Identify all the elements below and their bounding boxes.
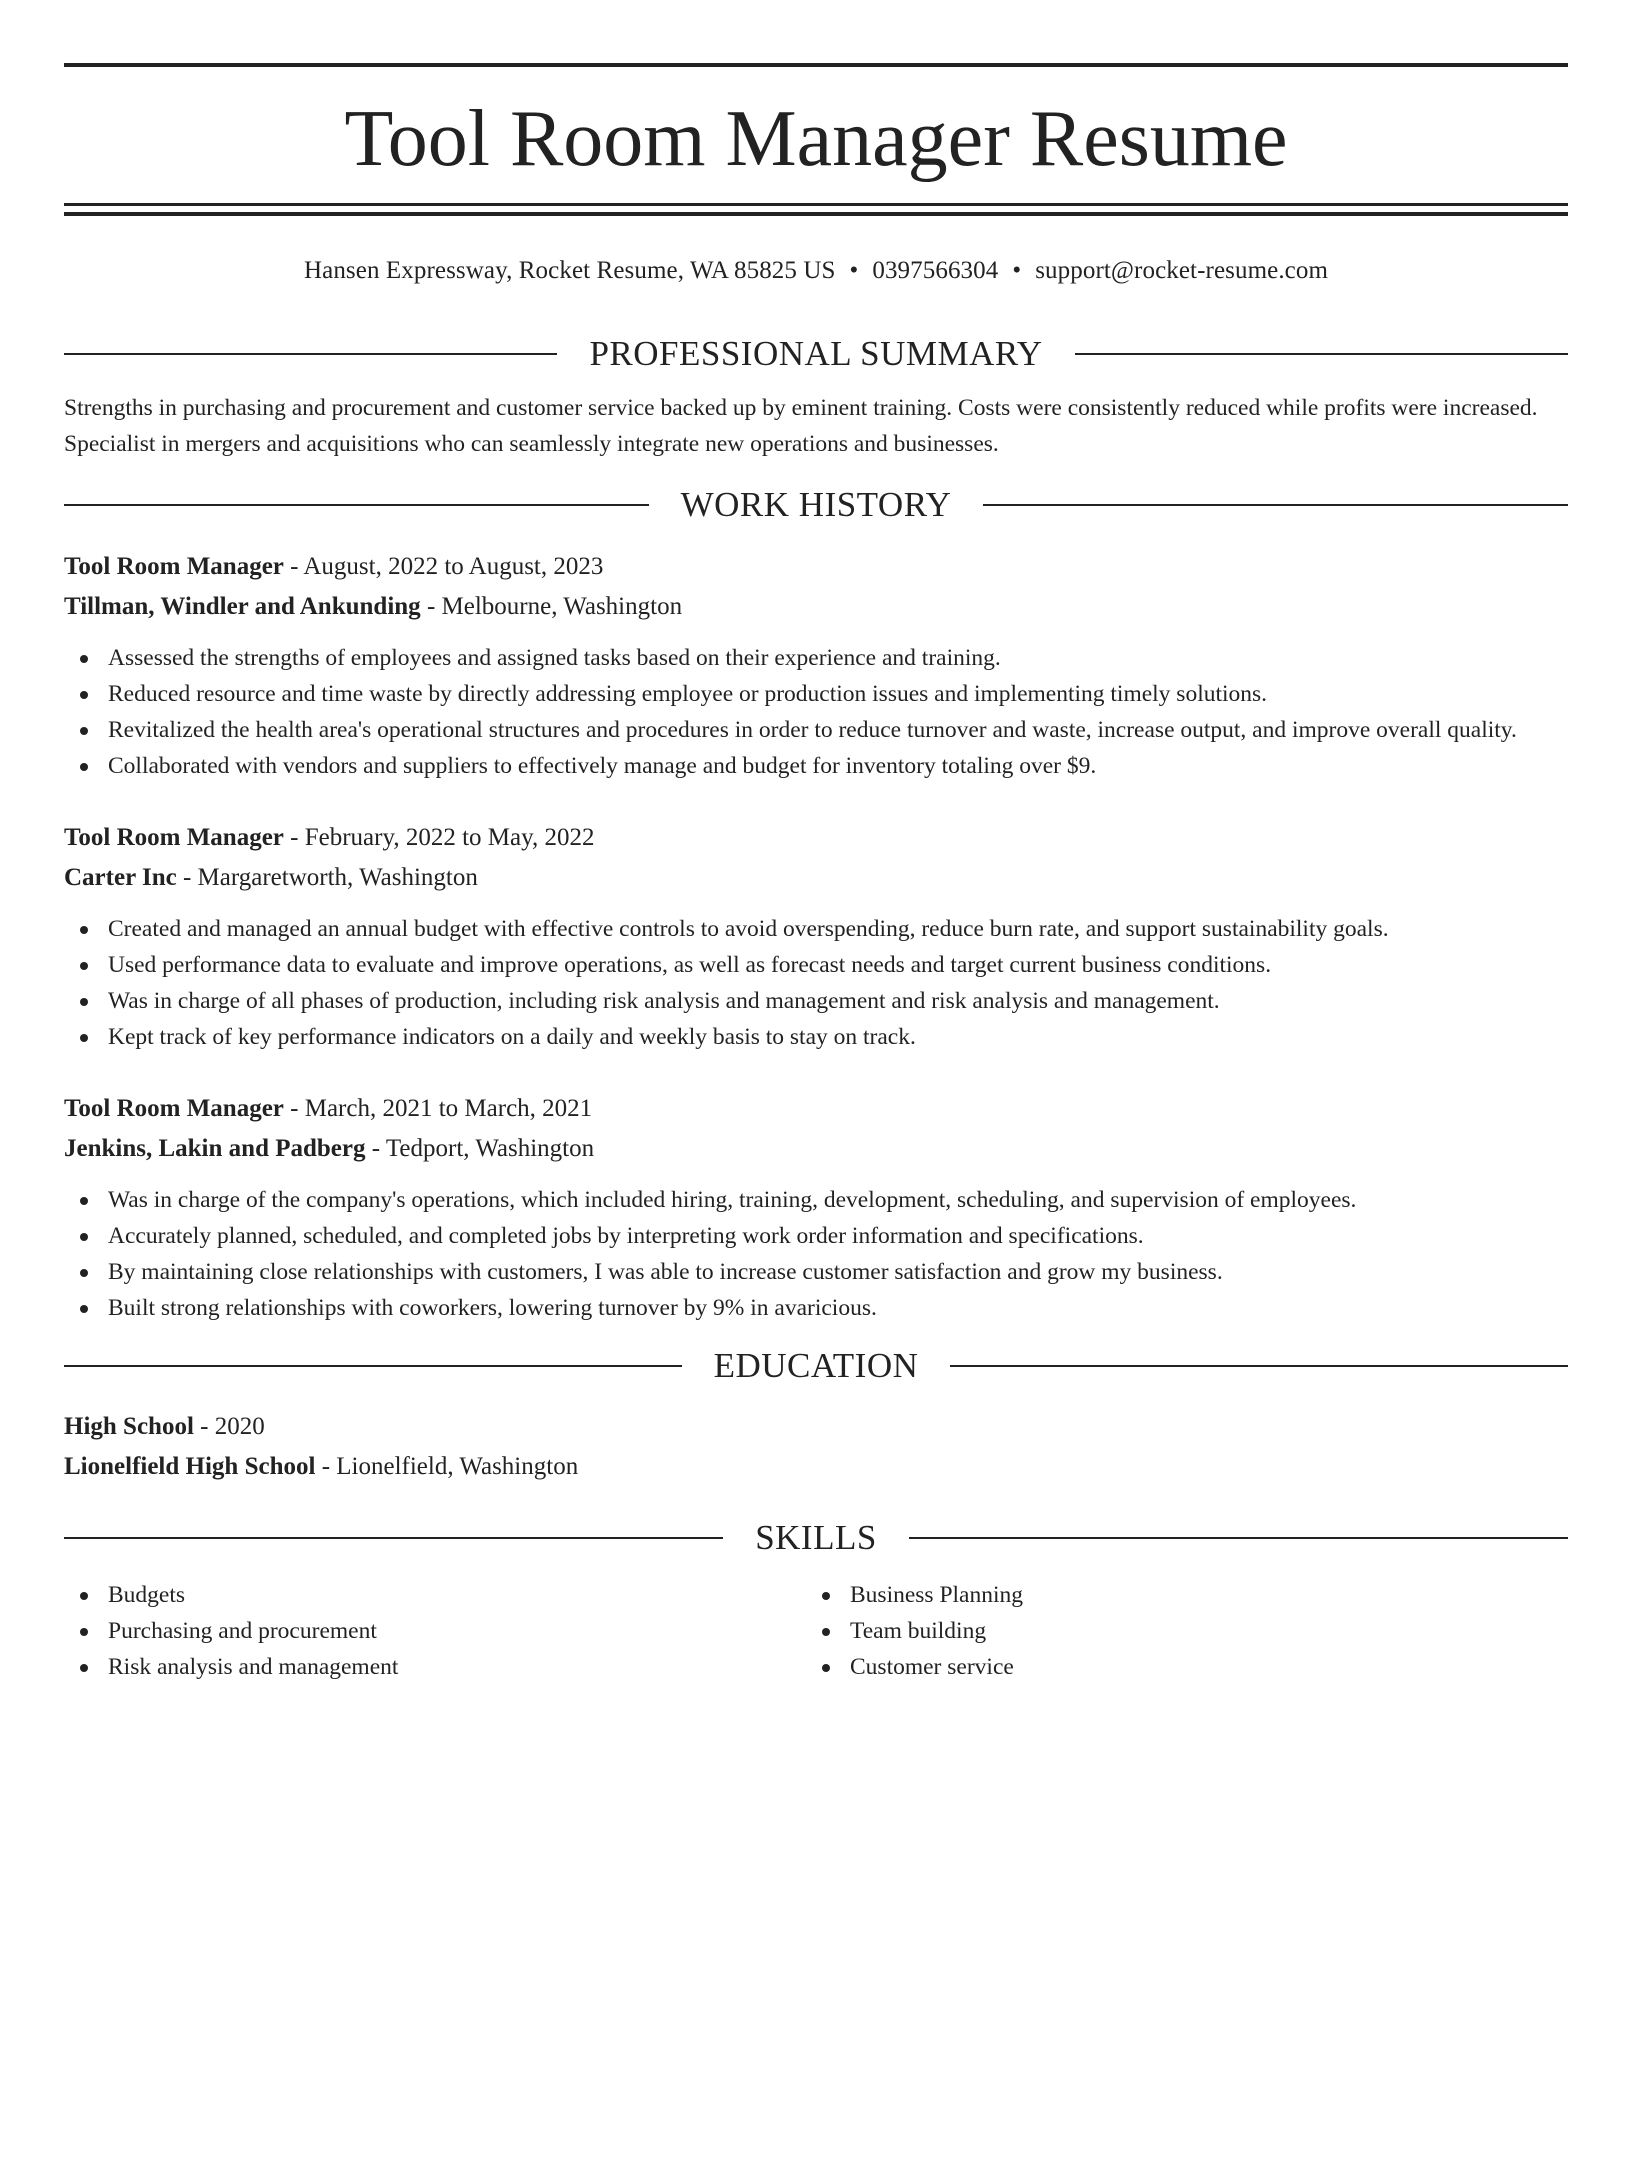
list-item bbox=[806, 1577, 1548, 1613]
resume-title: Tool Room Manager Resume bbox=[344, 95, 1288, 183]
summary-text: Strengths in purchasing and procurement and customer service backed up by eminent training. Costs were consistently reduced while profits were increased. Specialist in mergers and acquisitions who can seamlessly integrate new operations and businesses. bbox=[64, 395, 1538, 457]
list-item bbox=[64, 1649, 806, 1685]
bullet-icon bbox=[80, 727, 88, 735]
education-school: Lionelfield High School bbox=[64, 1453, 316, 1480]
list-item bbox=[64, 911, 1568, 947]
education-location: - Lionelfield, Washington bbox=[315, 1453, 579, 1480]
list-item bbox=[64, 640, 1568, 676]
job-company-line bbox=[64, 858, 1568, 898]
contact-line bbox=[64, 251, 1568, 291]
contact-separator: • bbox=[849, 257, 859, 284]
section-rule bbox=[950, 1365, 1568, 1367]
job-dates: - March, 2021 to March, 2021 bbox=[283, 1095, 593, 1122]
bullet-text: Collaborated with vendors and suppliers to effectively manage and budget for inventory totaling over $9. bbox=[108, 753, 1097, 779]
job-dates: - August, 2022 to August, 2023 bbox=[283, 553, 604, 580]
summary-heading: PROFESSIONAL SUMMARY bbox=[589, 334, 1043, 373]
bullet-icon bbox=[80, 1664, 88, 1672]
job-bullets bbox=[64, 640, 1568, 784]
job-company-line bbox=[64, 587, 1568, 627]
skills-list bbox=[64, 1577, 1568, 1685]
contact-address: Hansen Expressway, Rocket Resume, WA 85825 US bbox=[303, 257, 836, 284]
section-rule bbox=[983, 504, 1568, 506]
bullet-text: Revitalized the health area's operational structures and procedures in order to reduce turnover and waste, increase output, and improve overall quality. bbox=[108, 717, 1517, 743]
bullet-text: Assessed the strengths of employees and assigned tasks based on their experience and training. bbox=[108, 645, 1001, 671]
title-double-rule bbox=[64, 203, 1568, 216]
bullet-icon bbox=[80, 1592, 88, 1600]
job-location: - Margaretworth, Washington bbox=[176, 864, 478, 891]
job-dates: - February, 2022 to May, 2022 bbox=[283, 824, 595, 851]
skills-column-right bbox=[806, 1577, 1548, 1685]
job-title-line bbox=[64, 547, 1568, 587]
skill-text: Risk analysis and management bbox=[108, 1654, 399, 1680]
job-title: Tool Room Manager bbox=[64, 824, 284, 851]
list-item bbox=[64, 748, 1568, 784]
job-title: Tool Room Manager bbox=[64, 1095, 284, 1122]
skill-text: Budgets bbox=[108, 1582, 186, 1608]
education-year: - 2020 bbox=[193, 1413, 265, 1440]
skill-text: Business Planning bbox=[850, 1582, 1024, 1608]
list-item bbox=[64, 1254, 1568, 1290]
list-item bbox=[806, 1613, 1548, 1649]
job-location: - Tedport, Washington bbox=[365, 1135, 595, 1162]
list-item bbox=[64, 1019, 1568, 1055]
education-degree-line bbox=[64, 1407, 1568, 1447]
bullet-icon bbox=[80, 763, 88, 771]
bullet-text: By maintaining close relationships with customers, I was able to increase customer satisfaction and grow my business. bbox=[108, 1259, 1223, 1285]
education-entry bbox=[64, 1407, 1568, 1487]
work-section-header bbox=[64, 484, 1568, 526]
list-item bbox=[64, 1577, 806, 1613]
bullet-icon bbox=[80, 926, 88, 934]
education-section-header bbox=[64, 1345, 1568, 1387]
job-title-line bbox=[64, 1089, 1568, 1129]
job-bullets bbox=[64, 1182, 1568, 1326]
bullet-icon bbox=[80, 1628, 88, 1636]
job-company-line bbox=[64, 1129, 1568, 1169]
bullet-text: Built strong relationships with coworkers, lowering turnover by 9% in avaricious. bbox=[108, 1295, 877, 1321]
skill-text: Team building bbox=[850, 1618, 987, 1644]
bullet-icon bbox=[80, 1233, 88, 1241]
bullet-text: Used performance data to evaluate and improve operations, as well as forecast needs and target current business conditions. bbox=[108, 952, 1272, 978]
bullet-text: Kept track of key performance indicators on a daily and weekly basis to stay on track. bbox=[108, 1024, 916, 1050]
list-item bbox=[806, 1649, 1548, 1685]
bullet-icon bbox=[822, 1628, 830, 1636]
summary-section-header bbox=[64, 333, 1568, 375]
education-degree: High School bbox=[64, 1413, 194, 1440]
contact-email: support@rocket-resume.com bbox=[1035, 257, 1329, 284]
bullet-icon bbox=[80, 998, 88, 1006]
job-entry bbox=[64, 547, 1568, 784]
bullet-icon bbox=[80, 962, 88, 970]
bullet-text: Was in charge of the company's operations, which included hiring, training, development, scheduling, and supervision of employees. bbox=[108, 1187, 1357, 1213]
list-item bbox=[64, 1290, 1568, 1326]
bullet-icon bbox=[822, 1592, 830, 1600]
list-item bbox=[64, 1613, 806, 1649]
bullet-icon bbox=[80, 691, 88, 699]
skill-text: Customer service bbox=[850, 1654, 1014, 1680]
bullet-icon bbox=[80, 1034, 88, 1042]
section-rule bbox=[64, 504, 649, 506]
job-entry bbox=[64, 1089, 1568, 1326]
bullet-icon bbox=[80, 1197, 88, 1205]
bullet-icon bbox=[822, 1664, 830, 1672]
section-rule bbox=[64, 353, 557, 355]
list-item bbox=[64, 947, 1568, 983]
section-rule bbox=[64, 1537, 723, 1539]
job-title-line bbox=[64, 818, 1568, 858]
list-item bbox=[64, 1218, 1568, 1254]
bullet-icon bbox=[80, 1305, 88, 1313]
job-company: Tillman, Windler and Ankunding bbox=[64, 593, 421, 620]
skills-column-left bbox=[64, 1577, 806, 1685]
skills-heading: SKILLS bbox=[755, 1518, 877, 1557]
list-item bbox=[64, 676, 1568, 712]
section-rule bbox=[64, 1365, 682, 1367]
education-heading: EDUCATION bbox=[713, 1346, 919, 1385]
education-school-line bbox=[64, 1447, 1568, 1487]
section-rule bbox=[1075, 353, 1568, 355]
bullet-text: Accurately planned, scheduled, and completed jobs by interpreting work order information and specifications. bbox=[108, 1223, 1144, 1249]
list-item bbox=[64, 1182, 1568, 1218]
skill-text: Purchasing and procurement bbox=[108, 1618, 377, 1644]
job-company: Carter Inc bbox=[64, 864, 177, 891]
skills-section-header bbox=[64, 1517, 1568, 1559]
job-title: Tool Room Manager bbox=[64, 553, 284, 580]
job-entry bbox=[64, 818, 1568, 1055]
bullet-text: Created and managed an annual budget with effective controls to avoid overspending, reduce burn rate, and support sustainability goals. bbox=[108, 916, 1389, 942]
bullet-text: Was in charge of all phases of production, including risk analysis and management and risk analysis and management. bbox=[108, 988, 1220, 1014]
list-item bbox=[64, 983, 1568, 1019]
job-bullets bbox=[64, 911, 1568, 1055]
contact-separator: • bbox=[1012, 257, 1022, 284]
contact-phone: 0397566304 bbox=[872, 257, 999, 284]
bullet-text: Reduced resource and time waste by directly addressing employee or production issues and implementing timely solutions. bbox=[108, 681, 1268, 707]
job-location: - Melbourne, Washington bbox=[420, 593, 683, 620]
bullet-icon bbox=[80, 1269, 88, 1277]
section-rule bbox=[909, 1537, 1568, 1539]
resume-page bbox=[0, 63, 1632, 2175]
list-item bbox=[64, 712, 1568, 748]
bullet-icon bbox=[80, 655, 88, 663]
job-company: Jenkins, Lakin and Padberg bbox=[64, 1135, 366, 1162]
work-heading: WORK HISTORY bbox=[680, 485, 952, 524]
